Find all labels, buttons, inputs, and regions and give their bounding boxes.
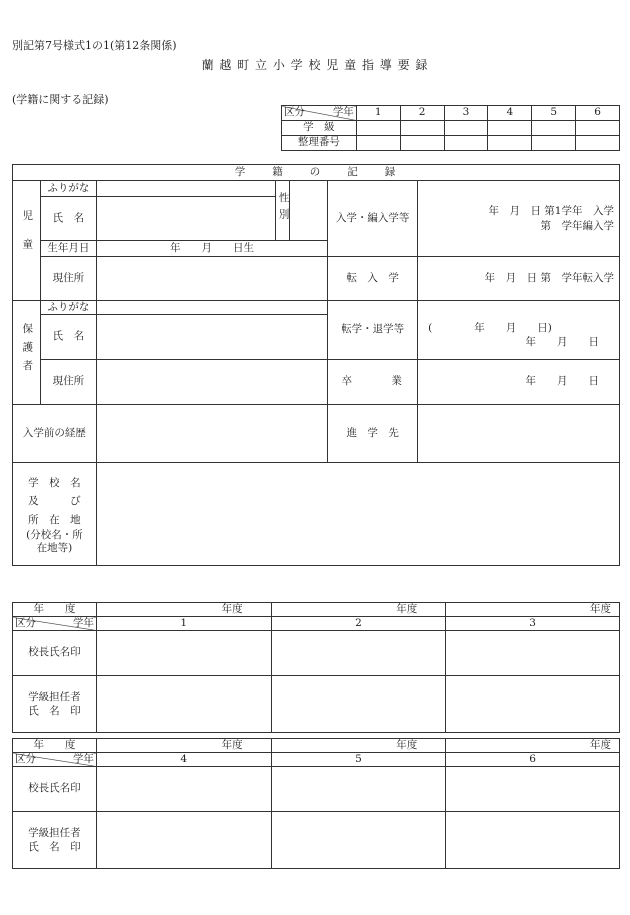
prior-history-label: 入学前の経歴 (13, 405, 97, 463)
class-number-table (281, 105, 620, 151)
class-row-label: 学 級 (282, 121, 357, 136)
principal-seal-label: 校長氏名印 (13, 767, 97, 812)
class-cell[interactable] (356, 121, 400, 136)
child-name-field[interactable] (96, 197, 276, 241)
number-cell[interactable] (444, 136, 488, 151)
section-label: (学籍に関する記録) (12, 93, 109, 106)
sex-label: 性別 (276, 181, 290, 241)
transfer-out-label: 転学・退学等 (328, 301, 418, 360)
division-grade-corner: 区分 学年 (282, 106, 357, 121)
child-label: 児童 (13, 181, 41, 301)
homeroom-teacher-field[interactable] (446, 812, 620, 869)
guardian-name-field[interactable] (96, 315, 327, 360)
division-grade-corner: 区分 学年 (13, 617, 97, 631)
principal-seal-field[interactable] (446, 767, 620, 812)
sex-field[interactable] (290, 181, 328, 241)
school-name-field[interactable] (96, 463, 619, 566)
form-reference: 別記第7号様式1の1(第12条関係) (12, 39, 177, 52)
year-cell[interactable]: 年度 (271, 603, 446, 617)
year-cell[interactable]: 年度 (446, 603, 620, 617)
principal-seal-field[interactable] (271, 767, 446, 812)
guardian-address-label: 現住所 (40, 360, 96, 405)
grade-header: 3 (446, 617, 620, 631)
grade-header: 2 (271, 617, 446, 631)
homeroom-teacher-field[interactable] (96, 676, 271, 733)
grade-header: 4 (488, 106, 532, 121)
year-table-2 (12, 738, 620, 869)
number-row-label: 整理番号 (282, 136, 357, 151)
homeroom-teacher-field[interactable] (271, 812, 446, 869)
class-cell[interactable] (400, 121, 444, 136)
graduation-label: 卒 業 (328, 360, 418, 405)
grade-header: 6 (576, 106, 620, 121)
homeroom-teacher-field[interactable] (96, 812, 271, 869)
homeroom-teacher-field[interactable] (271, 676, 446, 733)
child-address-field[interactable] (96, 257, 327, 301)
next-school-label: 進 学 先 (328, 405, 418, 463)
graduation-field[interactable]: 年 月 日 (418, 360, 620, 405)
school-name-label: 学 校 名 及 び 所 在 地 (分校名・所 在地等) (13, 463, 97, 566)
enrollment-record-table (12, 164, 620, 566)
year-cell[interactable]: 年度 (271, 739, 446, 753)
child-furigana-label: ふりがな (40, 181, 96, 197)
homeroom-teacher-label: 学級担任者 氏 名 印 (13, 676, 97, 733)
year-cell[interactable]: 年度 (96, 603, 271, 617)
homeroom-teacher-field[interactable] (446, 676, 620, 733)
number-cell[interactable] (356, 136, 400, 151)
grade-header: 2 (400, 106, 444, 121)
guardian-address-field[interactable] (96, 360, 327, 405)
grade-header: 3 (444, 106, 488, 121)
birthdate-label: 生年月日 (40, 241, 96, 257)
guardian-furigana-field[interactable] (96, 301, 327, 315)
class-cell[interactable] (444, 121, 488, 136)
page-title: 蘭 越 町 立 小 学 校 児 童 指 導 要 録 (201, 58, 429, 72)
grade-header: 5 (532, 106, 576, 121)
child-furigana-field[interactable] (96, 181, 276, 197)
next-school-field[interactable] (418, 405, 620, 463)
homeroom-teacher-label: 学級担任者 氏 名 印 (13, 812, 97, 869)
number-cell[interactable] (400, 136, 444, 151)
principal-seal-label: 校長氏名印 (13, 631, 97, 676)
class-cell[interactable] (488, 121, 532, 136)
guardian-label: 保護者 (13, 301, 41, 405)
birthdate-field[interactable]: 年 月 日生 (96, 241, 327, 257)
grade-header: 4 (96, 753, 271, 767)
year-label: 年 度 (13, 603, 97, 617)
principal-seal-field[interactable] (446, 631, 620, 676)
year-table-1 (12, 602, 620, 733)
admission-label: 入学・編入学等 (328, 181, 418, 257)
child-address-label: 現住所 (40, 257, 96, 301)
principal-seal-field[interactable] (96, 631, 271, 676)
grade-header: 6 (446, 753, 620, 767)
grade-header: 5 (271, 753, 446, 767)
year-label: 年 度 (13, 739, 97, 753)
transfer-in-label: 転 入 学 (328, 257, 418, 301)
child-name-label: 氏 名 (40, 197, 96, 241)
class-cell[interactable] (576, 121, 620, 136)
year-cell[interactable]: 年度 (446, 739, 620, 753)
number-cell[interactable] (576, 136, 620, 151)
grade-header: 1 (356, 106, 400, 121)
number-cell[interactable] (532, 136, 576, 151)
guardian-name-label: 氏 名 (40, 315, 96, 360)
year-cell[interactable]: 年度 (96, 739, 271, 753)
guardian-furigana-label: ふりがな (40, 301, 96, 315)
division-grade-corner: 区分 学年 (13, 753, 97, 767)
admission-field[interactable]: 年 月 日 第1学年 入学 第 学年編入学 (418, 181, 620, 257)
class-cell[interactable] (532, 121, 576, 136)
prior-history-field[interactable] (96, 405, 327, 463)
principal-seal-field[interactable] (96, 767, 271, 812)
grade-header: 1 (96, 617, 271, 631)
transfer-out-field[interactable]: ( 年 月 日) 年 月 日 (418, 301, 620, 360)
principal-seal-field[interactable] (271, 631, 446, 676)
section-heading: 学 籍 の 記 録 (13, 165, 620, 181)
transfer-in-field[interactable]: 年 月 日 第 学年転入学 (418, 257, 620, 301)
number-cell[interactable] (488, 136, 532, 151)
